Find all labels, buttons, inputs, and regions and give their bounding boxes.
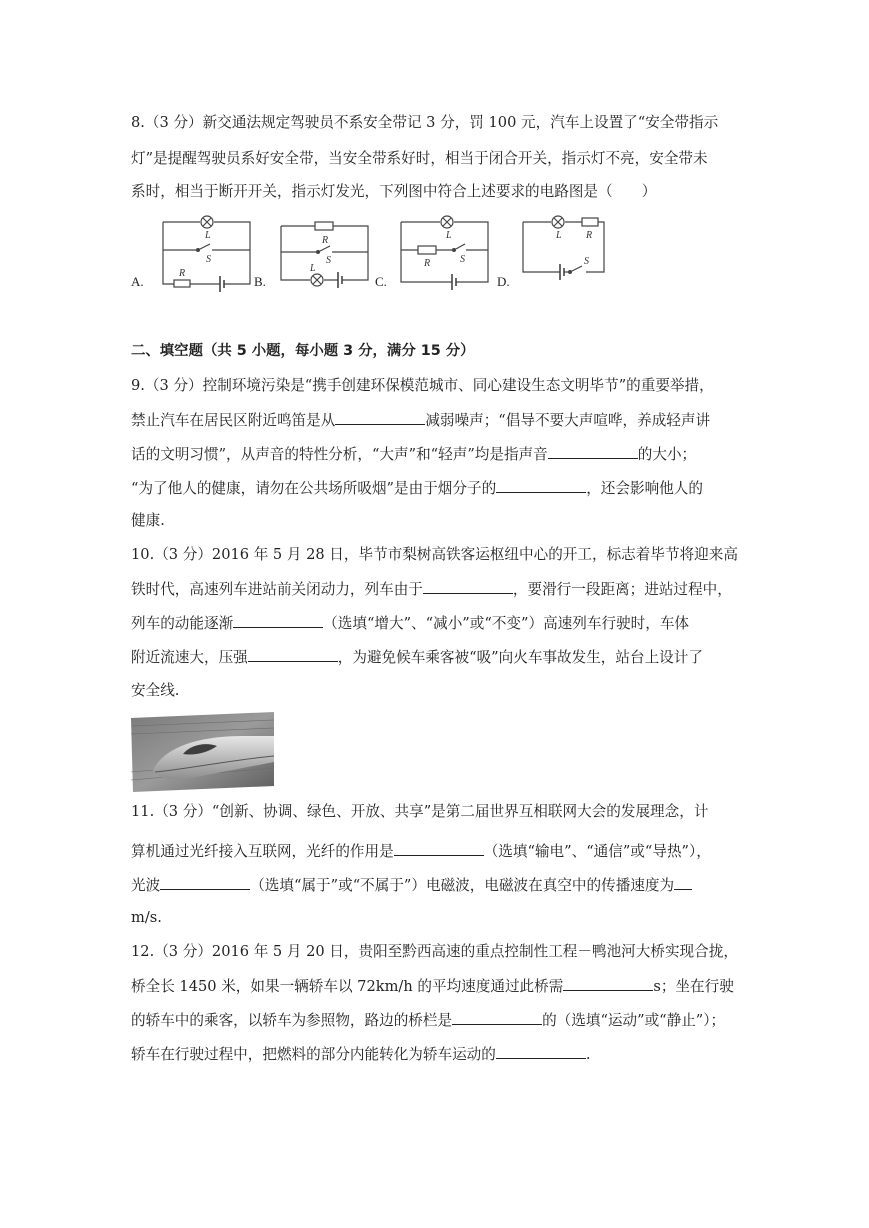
circuit-b-label-s: S: [326, 255, 331, 266]
circuit-diagram-b: [280, 218, 370, 286]
q9-text-3a: 话的文明习惯”，从声音的特性分析，“大声”和“轻声”均是指声音: [131, 446, 548, 463]
q12-text-2b: s；坐在行驶: [653, 978, 734, 995]
circuit-c-label-r: R: [424, 258, 431, 269]
option-c-label: C.: [375, 274, 387, 289]
answer-blank[interactable]: [335, 410, 425, 425]
q9-text-4b: ，还会影响他人的: [586, 480, 703, 497]
q10-text-4a: 附近流速大，压强: [131, 649, 248, 666]
q11-text-3b: （选填“属于”或“不属于”）电磁波，电磁波在真空中的传播速度为: [250, 877, 675, 894]
answer-blank[interactable]: [233, 613, 323, 628]
q12-line-1: 12.（3 分）2016 年 5 月 20 日，贵阳至黔西高速的重点控制性工程－鸭池河大桥实现合拢，: [131, 943, 738, 960]
q11-line-4: m/s.: [131, 909, 162, 926]
q12-text-4b: .: [585, 1046, 591, 1063]
q11-line-1: 11.（3 分）“创新、协调、绿色、开放、共享”是第二届世界互相联网大会的发展理念，计: [131, 803, 709, 820]
circuit-d-label-r: R: [586, 230, 593, 241]
q12-text-4a: 轿车在行驶过程中，把燃料的部分内能转化为轿车运动的: [131, 1046, 496, 1063]
q9-text-3b: 的大小；: [637, 446, 697, 463]
q8-line-2: 灯”是提醒驾驶员系好安全带，当安全带系好时，相当于闭合开关，指示灯不亮，安全带未: [131, 150, 708, 167]
q9-line-3: [131, 444, 696, 464]
answer-blank[interactable]: [423, 579, 513, 594]
answer-blank[interactable]: [563, 976, 653, 991]
circuit-a-label-l: L: [205, 230, 211, 241]
circuit-b-label-r: R: [322, 235, 329, 246]
q9-text-2a: 禁止汽车在居民区附近鸣笛是从: [131, 412, 336, 429]
q10-line-2: [131, 579, 732, 599]
q11-text-2a: 算机通过光纤接入互联网，光纤的作用是: [131, 843, 394, 860]
circuit-diagram-d: [522, 214, 606, 286]
section-heading: 二、填空题（共 5 小题，每小题 3 分，满分 15 分）: [131, 343, 475, 359]
high-speed-train-image: [131, 712, 274, 792]
circuit-a-label-s: S: [206, 254, 211, 265]
answer-blank[interactable]: [248, 647, 338, 662]
q12-text-2a: 桥全长 1450 米，如果一辆轿车以 72km/h 的平均速度通过此桥需: [131, 978, 564, 995]
answer-blank[interactable]: [674, 875, 692, 890]
circuit-b-label-l: L: [310, 263, 316, 274]
answer-blank[interactable]: [394, 841, 484, 856]
q11-text-2b: （选填“输电”、“通信”或“导热”），: [483, 843, 711, 860]
q9-line-4: [131, 478, 703, 498]
answer-blank[interactable]: [496, 1044, 586, 1059]
q10-line-4: [131, 647, 703, 667]
q8-line-3: 系时，相当于断开开关，指示灯发光，下列图中符合上述要求的电路图是（ ）: [131, 183, 657, 200]
answer-blank[interactable]: [496, 478, 586, 493]
answer-blank[interactable]: [452, 1010, 542, 1025]
q8-line-1: 8.（3 分）新交通法规定驾驶员不系安全带记 3 分，罚 100 元，汽车上设置了“安全带指示: [131, 114, 719, 131]
answer-blank[interactable]: [160, 875, 250, 890]
q11-text-3a: 光波: [131, 877, 161, 894]
q10-line-1: 10.（3 分）2016 年 5 月 28 日，毕节市梨树高铁客运枢纽中心的开工，标志着毕节将迎来高: [131, 546, 738, 563]
q12-text-3a: 的轿车中的乘客，以轿车为参照物，路边的桥栏是: [131, 1012, 453, 1029]
circuit-a-label-r: R: [179, 268, 186, 279]
circuit-c-label-s: S: [460, 254, 465, 265]
q10-text-2b: ，要滑行一段距离；进站过程中，: [512, 581, 732, 598]
q12-line-2: [131, 976, 734, 996]
q10-text-2a: 铁时代，高速列车进站前关闭动力，列车由于: [131, 581, 423, 598]
q9-line-1: 9.（3 分）控制环境污染是“携手创建环保模范城市、同心建设生态文明毕节”的重要举措，: [131, 377, 714, 394]
q12-line-4: [131, 1044, 591, 1064]
q9-line-5: 健康.: [131, 512, 165, 529]
q11-line-2: [131, 841, 711, 861]
q12-line-3: [131, 1010, 725, 1030]
option-d-label: D.: [497, 274, 510, 289]
q10-line-3: [131, 613, 689, 633]
q9-text-4a: “为了他人的健康，请勿在公共场所吸烟”是由于烟分子的: [131, 480, 497, 497]
option-b-label: B.: [254, 274, 266, 289]
q10-line-5: 安全线.: [131, 682, 180, 699]
circuit-d-label-s: S: [584, 256, 589, 267]
q10-text-3a: 列车的动能逐渐: [131, 615, 234, 632]
q11-line-3: [131, 875, 692, 895]
circuit-diagram-a: [162, 214, 252, 286]
q9-line-2: [131, 410, 710, 430]
option-a-label: A.: [131, 274, 144, 289]
q9-text-2b: 减弱噪声；“倡导不要大声喧哗，养成轻声讲: [425, 412, 711, 429]
answer-blank[interactable]: [548, 444, 638, 459]
circuit-diagram-c: [400, 214, 490, 286]
circuit-c-label-l: L: [446, 230, 452, 241]
q10-text-4b: ，为避免候车乘客被“吸”向火车事故发生，站台上设计了: [337, 649, 703, 666]
circuit-d-label-l: L: [556, 230, 562, 241]
q10-text-3b: （选填“增大”、“减小”或“不变”）高速列车行驶时，车体: [323, 615, 690, 632]
q12-text-3b: 的（选填“运动”或“静止”）；: [542, 1012, 726, 1029]
